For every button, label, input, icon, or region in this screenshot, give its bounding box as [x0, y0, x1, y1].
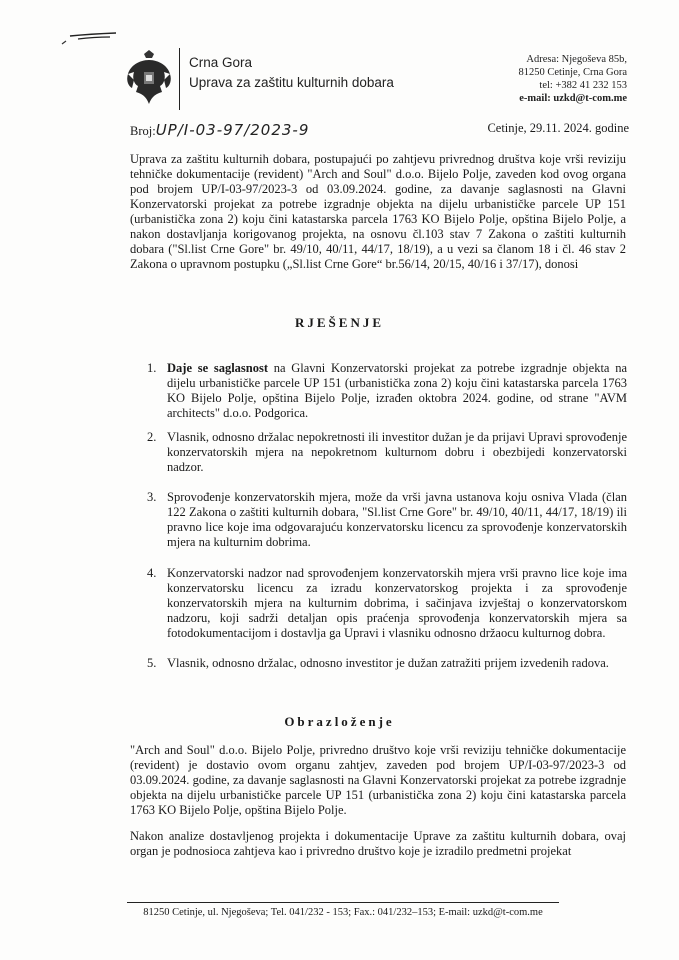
decision-item	[147, 656, 627, 671]
reference-label: Broj:	[130, 124, 156, 138]
reasoning-paragraph: "Arch and Soul" d.o.o. Bijelo Polje, privredno društvo koje vrši reviziju tehničke dokumentacije (revident) je dostavio ovom organu zahtjev, zaveden pod brojem UP/I-03-97/2023-3 od 03.09.2024. godine, za davanje saglasnosti na Glavni Konzervatorski projekat za potrebe izgradnje objekta na dijelu urbanističke parcele UP 151 (urbanistička zona 2) koju čini katastarska parcela 1763 KO Bijelo Polje, opština Bijelo Polje.	[130, 743, 626, 817]
reference-handwritten-value: UP/I-03-97/2023-9	[155, 121, 310, 139]
item-number: 1.	[147, 361, 157, 375]
item-number: 4.	[147, 566, 157, 580]
org-country: Crna Gora	[189, 55, 253, 70]
reasoning-heading: Obrazloženje	[284, 714, 395, 729]
org-name: Uprava za zaštitu kulturnih dobara	[189, 75, 394, 90]
item-text: Konzervatorski nadzor nad sprovođenjem konzervatorskih mjera vrši pravno lice koje ima konzervatorsku licencu za izradu konzervatorskog projekta i za sprovođenje konzervatorskih mjera na kulturnim dobrima, i sačinjava izvještaj o konzervatorskom nadzoru, koji sadrži detaljan opis praćenja sprovođenja konzervatorskih mjera sa fotodokumentacijom i dostavlja ga Upravi i vlasniku odnosno držaocu kulturnog dobra.	[167, 566, 627, 640]
intro-paragraph: Uprava za zaštitu kulturnih dobara, postupajući po zahtjevu privrednog društva koje vrši reviziju tehničke dokumentacije (revident) "Arch and Soul" d.o.o. Bijelo Polje, zaveden kod ovog organa pod brojem UP/I-03-97/2023-3 od 03.09.2024. godine, za davanje saglasnosti na Glavni Konzervatorski projekat za potrebe izgradnje objekta na dijelu urbanističke parcele UP 151 (urbanistička zona 2) koju čini katastarska parcela 1763 KO Bijelo Polje, opština Bijelo Polje, a nakon dostavljanja korigovanog projekta, na osnovu čl.103 stav 7 Zakona o zaštiti kulturnih dobara ("Sl.list Crne Gore" br. 49/10, 40/11, 44/17, 18/19), a u vezi sa članom 18 i čl. 46 stav 2 Zakona o upravnom postupku („Sl.list Crne Gore“ br.56/14, 20/15, 40/16 i 37/17), donosi	[130, 152, 626, 271]
item-text: na Glavni Konzervatorski projekat za potrebe izgradnje objekta na dijelu urbanističke parcele UP 151 (urbanistička zona 2) koju čini katastarska parcela 1763 KO Bijelo Polje, opština Bijelo Polje, izrađen oktobra 2024. godine, od strane "AVM architects" d.o.o. Podgorica.	[167, 361, 627, 420]
reference-number	[130, 121, 309, 139]
decision-item	[147, 566, 627, 641]
header-divider	[179, 48, 180, 110]
address-block	[519, 53, 627, 105]
item-bold-text: Daje se saglasnost	[167, 361, 269, 375]
decision-item	[147, 490, 627, 550]
reasoning-paragraph: Nakon analize dostavljenog projekta i dokumentacije Uprave za zaštitu kulturnih dobara, ovaj organ je podnosioca zahtjeva kao i privredno društvo koje je izradilo predmetni projekat	[130, 829, 626, 858]
item-number: 2.	[147, 430, 157, 444]
item-text: Vlasnik, odnosno držalac nepokretnosti ili investitor dužan je da prijavi Upravi sprovođenje konzervatorskih mjera na nepokretnom kulturnom dobru i obezbijedi konzervatorski nadzor.	[167, 430, 627, 474]
item-text: Vlasnik, odnosno držalac, odnosno investitor je dužan zatražiti prijem izvedenih radova.	[167, 656, 609, 670]
footer-divider	[127, 902, 559, 903]
item-text: Sprovođenje konzervatorskih mjera, može da vrši javna ustanova koju osniva Vlada (član 122 Zakona o zaštiti kulturnih dobara, "Sl.list Crne Gore" br. 49/10, 40/11, 44/17, 18/19) ili pravno lice koje ima odgovarajuću konzervatorsku licencu za sprovođenje konzervatorskih mjera na kulturnim dobrima.	[167, 490, 627, 549]
address-line: Adresa: Njegoševa 85b,	[526, 54, 627, 65]
handwritten-mark	[60, 28, 120, 48]
document-date: Cetinje, 29.11. 2024. godine	[487, 121, 629, 135]
decision-heading: RJEŠENJE	[294, 315, 385, 330]
item-number: 3.	[147, 490, 157, 504]
decision-item	[147, 361, 627, 421]
email-line: e-mail: uzkd@t-com.me	[519, 93, 627, 104]
phone-line: tel: +382 41 232 153	[539, 80, 627, 91]
item-number: 5.	[147, 656, 157, 670]
coat-of-arms-icon	[124, 50, 174, 106]
footer-contact: 81250 Cetinje, ul. Njegoševa; Tel. 041/232 - 153; Fax.: 041/232–153; E-mail: uzkd@t-com.me	[143, 907, 543, 918]
address-line: 81250 Cetinje, Crna Gora	[518, 67, 627, 78]
decision-item	[147, 430, 627, 475]
